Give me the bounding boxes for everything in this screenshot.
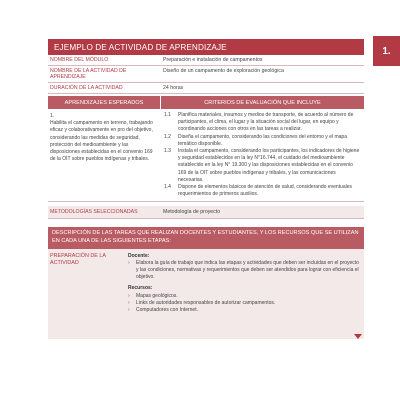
info-label: DURACIÓN DE LA ACTIVIDAD (50, 85, 123, 91)
chevron-right-icon: › (128, 259, 130, 266)
criterion-item (164, 184, 361, 198)
card-title: EJEMPLO DE ACTIVIDAD DE APRENDIZAJE (48, 39, 364, 55)
chevron-right-icon: › (128, 307, 130, 314)
list-item (128, 307, 360, 314)
list-item (128, 293, 360, 300)
recursos-title: Recursos: (128, 285, 153, 292)
learning-header: APRENDIZAJES ESPERADOS (48, 96, 160, 109)
criterion-number: 1.4 (164, 184, 171, 191)
chevron-right-icon: › (128, 299, 130, 306)
activity-card (48, 39, 364, 339)
criteria-list (160, 109, 364, 201)
info-label: NOMBRE DE LA ACTIVIDAD DE APRENDIZAJE (50, 68, 127, 80)
section-headers (48, 96, 364, 109)
list-item-text: Mapas geológicos. (136, 292, 178, 299)
methodology-value: Metodología de proyecto (163, 209, 221, 216)
list-item-text: Elabora la guía de trabajo que indica las etapas y actividades que deben ser incluidas en el proyecto y las condiciones, normativas y requerimientos que deben ser atendidos para lograr con eficiencia el objetivo. (136, 259, 359, 281)
preparation-label: PREPARACIÓN DE LA ACTIVIDAD (50, 252, 106, 266)
chevron-right-icon: › (128, 292, 130, 299)
criterion-item (164, 134, 361, 148)
learning-criteria-row (48, 109, 364, 202)
triangle-down-icon (354, 334, 362, 339)
list-item (128, 260, 360, 282)
methodology-row (48, 206, 364, 219)
preparation-row (48, 249, 364, 339)
info-label: NOMBRE DEL MÓDULO (50, 57, 109, 63)
criterion-text: Planifica materiales, insumos y medios de transporte, de acuerdo al número de participantes, el clima, el lugar y la situación social del lugar, en equipo y coordinando acciones con otros en las tareas a realizar. (178, 112, 354, 133)
info-row-activity (48, 66, 364, 83)
methodology-label: METODOLOGÍAS SELECCIONADAS (50, 209, 138, 216)
list-item (128, 300, 360, 307)
learning-text: Habilita el campamento en terreno, trabajando eficaz y colaborativamente en pro del objetivo, considerando las medidas de seguridad, protección del medioambiente y las disposiciones establecidas en el convenio 169 de la OIT sobre pueblos indígenas y tribales. (50, 120, 153, 163)
info-value: 24 horas (163, 85, 184, 91)
criterion-number: 1.2 (164, 133, 171, 140)
docente-title: Docente: (128, 252, 150, 259)
list-item-text: Computadores con Internet. (136, 307, 198, 314)
criteria-header: CRITERIOS DE EVALUACIÓN QUE INCLUYE (160, 96, 364, 109)
criterion-item (164, 148, 361, 184)
criterion-text: Dispone de elementos básicos de atención de salud, considerando eventuales requerimientos de primeros auxilios. (178, 184, 353, 198)
learning-outcome (48, 109, 160, 201)
info-value: Diseño de un campamento de exploración geológica (163, 68, 284, 74)
info-row-module (48, 55, 364, 66)
preparation-content (118, 249, 364, 339)
page-number: 1. (373, 36, 400, 66)
criterion-number: 1.1 (164, 112, 171, 118)
criterion-item (164, 112, 361, 134)
info-row-duration (48, 83, 364, 94)
criterion-text: Instala el campamento, considerando los participantes, los indicadores de higiene y seguridad establecidos en la ley N°16.744, el cuidado del medioambiente establecido en la ley N° 19.300 y las disposiciones establecidas en el convenio 169 de la OIT sobre pueblos indígenas y tribales, y las comunicaciones necesarias. (178, 148, 360, 183)
list-item-text: Links de autoridades responsables de autorizar campamentos. (136, 299, 276, 306)
info-value: Preparación e instalación de campamentos (163, 57, 263, 63)
tasks-description-band: DESCRIPCIÓN DE LAS TAREAS QUE REALIZAN DOCENTES Y ESTUDIANTES, Y LOS RECURSOS QUE SE UTILIZAN EN CADA UNA DE LAS SIGUIENTES ETAPAS: (48, 227, 364, 248)
criterion-number: 1.3 (164, 148, 171, 155)
learning-number: 1. (50, 113, 55, 119)
criterion-text: Diseña el campamento, considerando las condiciones del entorno y el mapa temático disponible. (178, 133, 347, 147)
